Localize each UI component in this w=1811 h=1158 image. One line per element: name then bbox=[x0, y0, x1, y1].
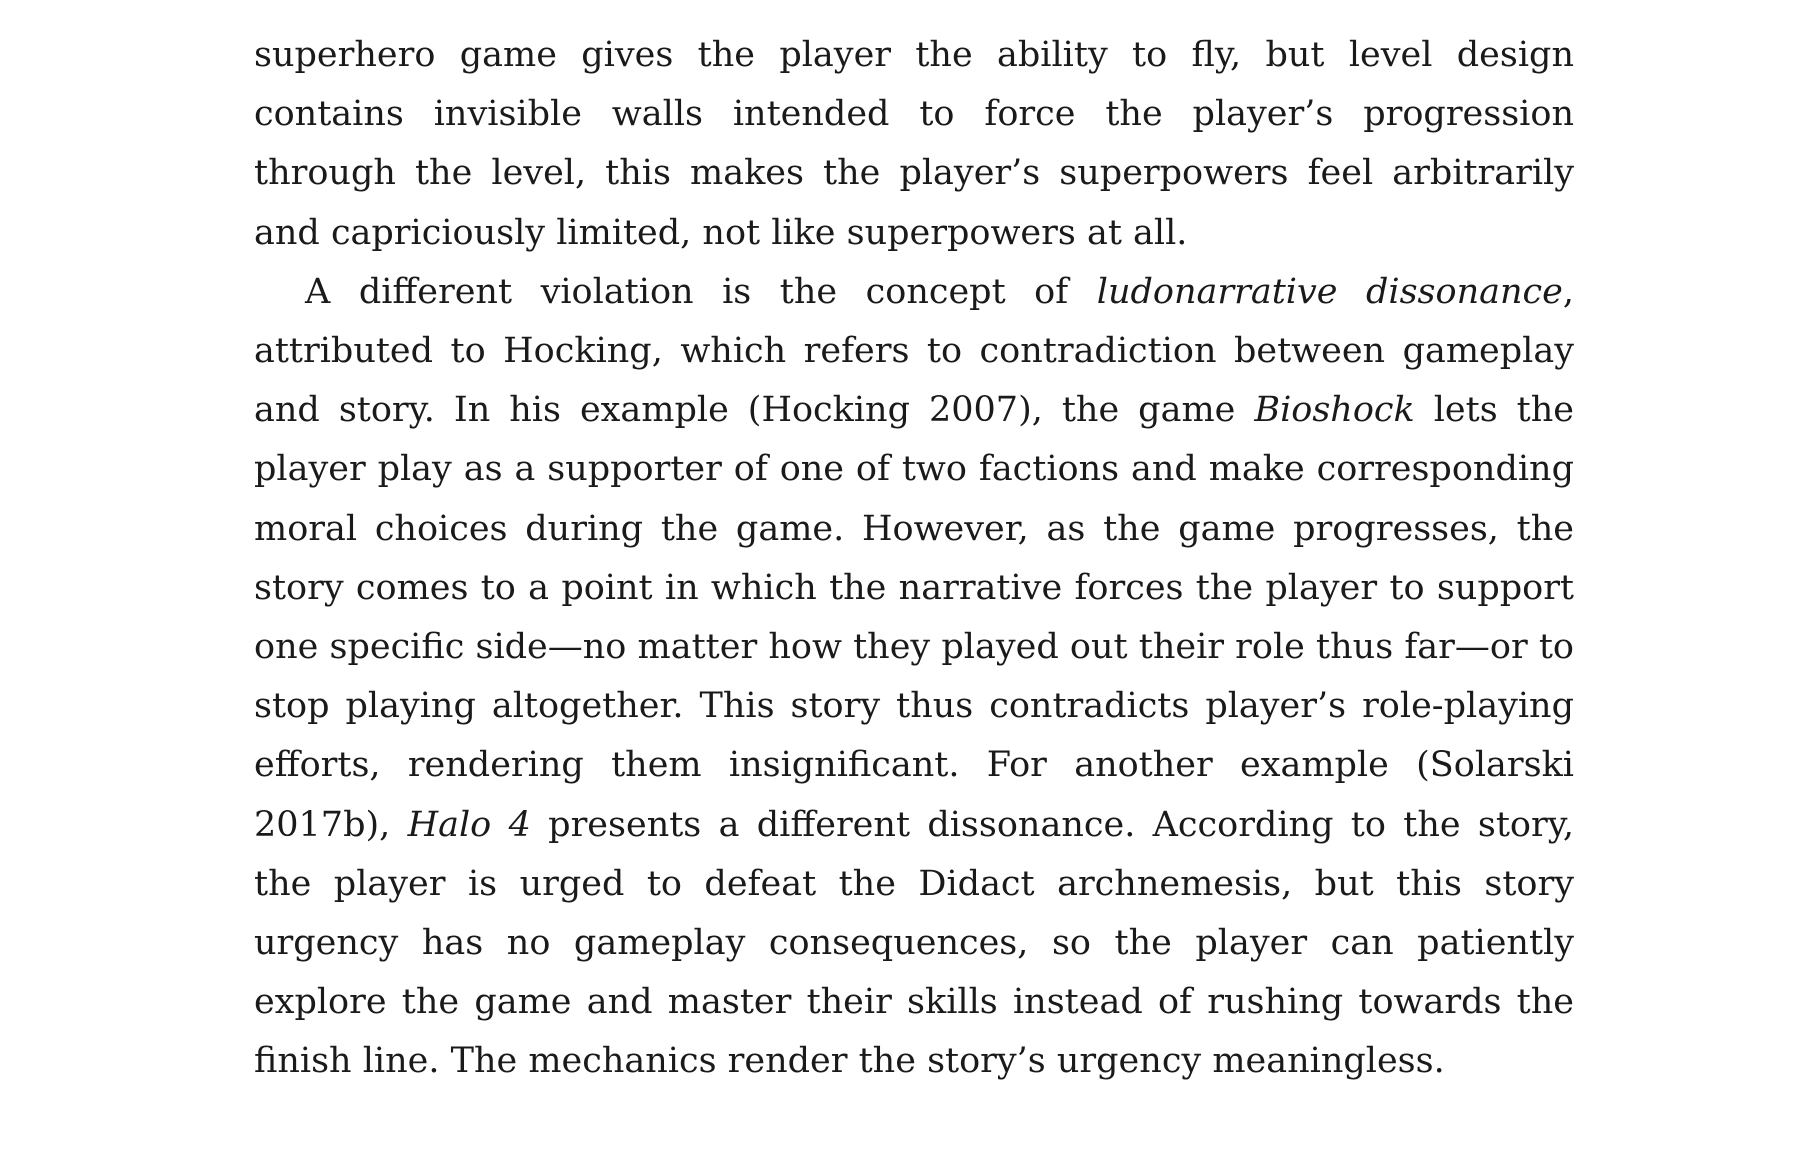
paragraph-1-text: superhero game gives the player the ability to fly, but level design contains invisible walls intended to force the player’s progression through the level, this makes the player’s superpowers feel arbitrarily and capriciously limited, not like superpowers at all. bbox=[254, 35, 1574, 253]
paragraph-ludonarrative-dissonance bbox=[254, 263, 1574, 1092]
paragraph-continuation bbox=[254, 26, 1574, 263]
paragraph-2-part-1: A different violation is the concept of bbox=[305, 271, 1097, 312]
term-ludonarrative-dissonance: ludonarrative dissonance bbox=[1096, 271, 1563, 312]
title-bioshock: Bioshock bbox=[1254, 390, 1415, 431]
paragraph-2-part-4: presents a different dissonance. According to the story, the player is urged to defeat the Didact archnemesis, but this story urgency has no gameplay consequences, so the player can patiently explore the game and master their skills instead of rushing towards the finish line. The mechanics render the story’s urgency meaningless. bbox=[254, 804, 1574, 1082]
title-halo-4: Halo 4 bbox=[407, 804, 531, 845]
document-body bbox=[254, 26, 1574, 1092]
paragraph-2-part-2: , attributed to Hocking, which refers to contradiction between gameplay and story. In his example (Hocking 2007), the game bbox=[254, 271, 1574, 431]
paragraph-2-part-3: lets the player play as a supporter of one of two factions and make corresponding moral choices during the game. However, as the game progresses, the story comes to a point in which the narrative forces the player to support one specific side—no matter how they played out their role thus far—or to stop playing altogether. This story thus contradicts player’s role-playing efforts, rendering them insignificant. For another example (Solarski 2017b), bbox=[254, 390, 1574, 845]
